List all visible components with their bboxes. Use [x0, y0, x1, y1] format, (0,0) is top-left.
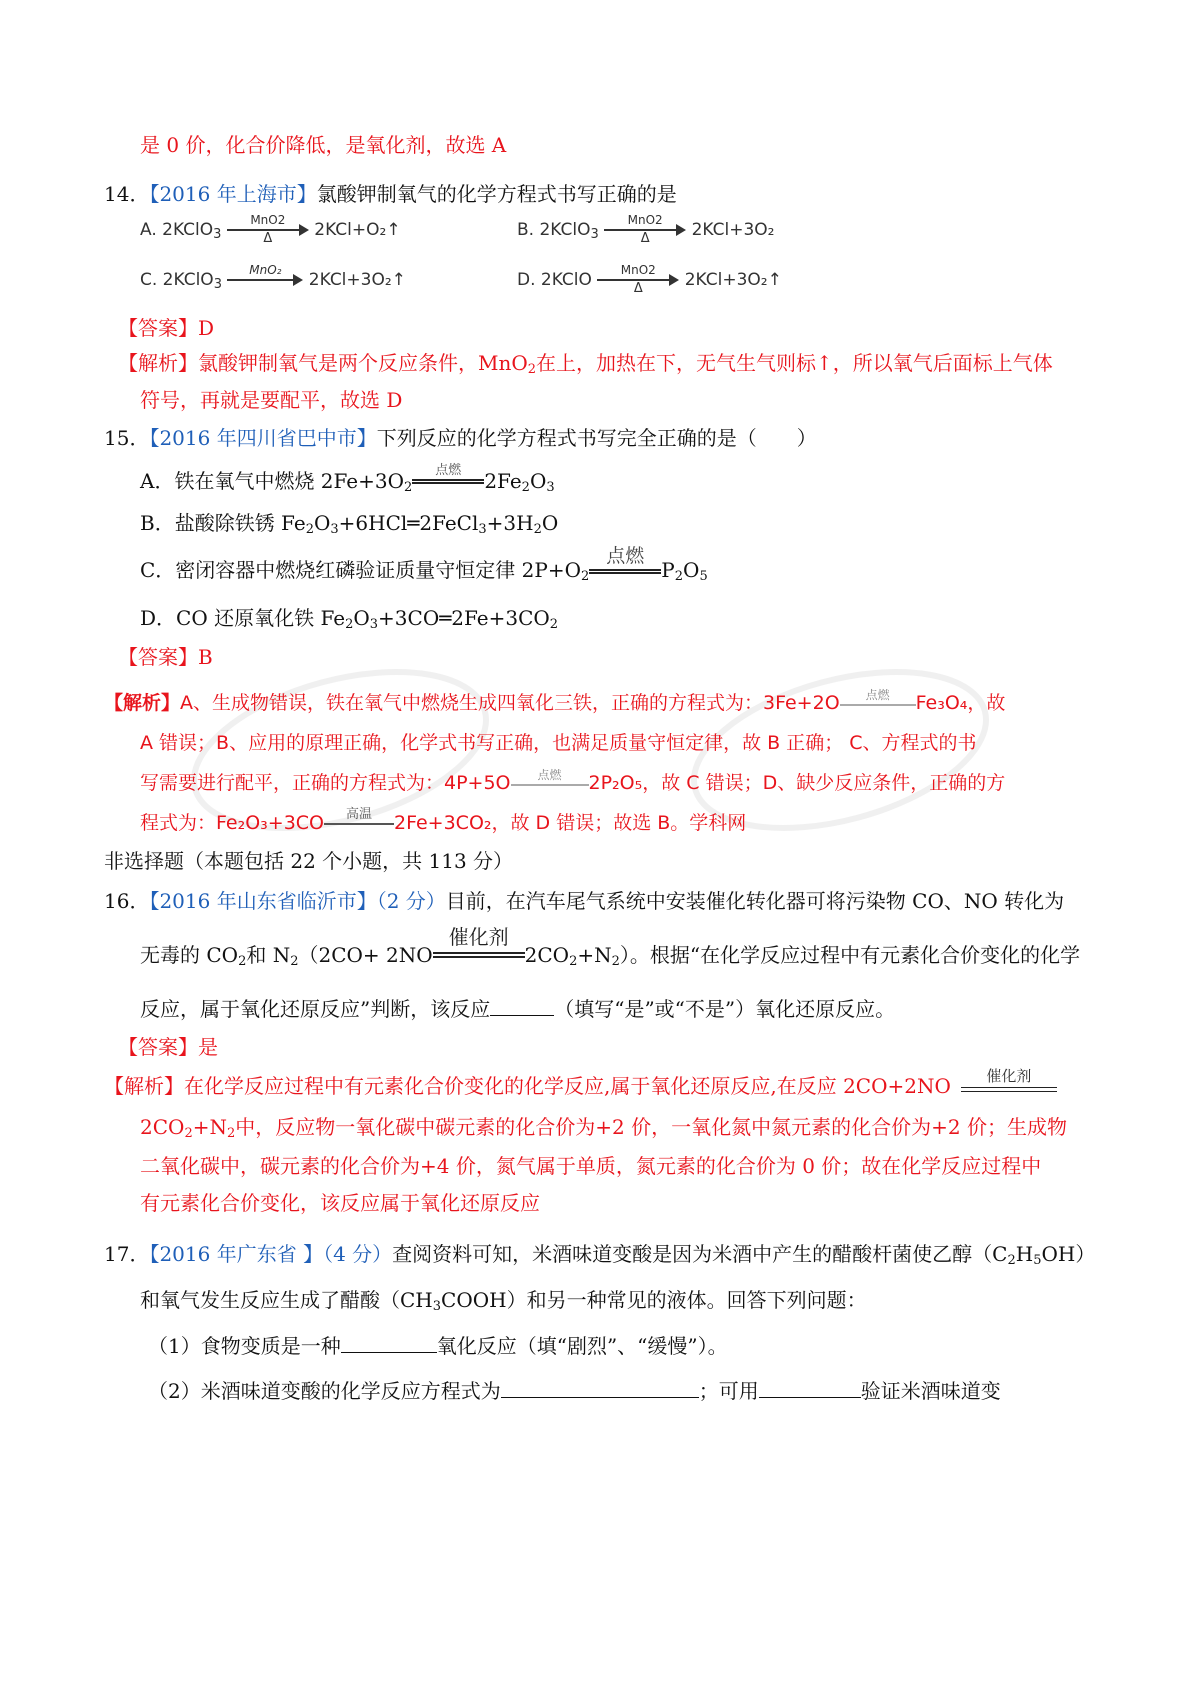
q14-option-d: D. 2KClO MnO2 Δ 2KCl+3O₂↑ — [517, 263, 782, 296]
q14-option-b: B. 2KClO$_3$ MnO2 Δ 2KCl+3O₂ — [517, 213, 775, 246]
q16-answer-blank[interactable] — [490, 995, 554, 1016]
q14-option-c: C. 2KClO$_3$ MnO₂ 2KCl+3O₂↑ — [140, 263, 406, 297]
q17-blank-3[interactable] — [759, 1377, 861, 1398]
watermark — [140, 640, 1040, 880]
q14-explanation-line2: 符号，再就是要配平，故选 D — [140, 388, 403, 412]
q16-explanation-line4: 有元素化合价变化，该反应属于氧化还原反应 — [140, 1191, 540, 1215]
q16-answer: 【答案】是 — [118, 1035, 218, 1059]
q14-option-a: A. 2KClO$_3$ MnO2 Δ 2KCl+O₂↑ — [140, 213, 401, 246]
arrow-mno2: MnO₂ — [227, 263, 303, 297]
q16-line3: 反应，属于氧化还原反应”判断，该反应 （填写“是”或“不是”）氧化还原反应。 — [140, 997, 896, 1021]
q16-explanation-line2: $2CO_2+N_2$中，反应物一氧化碳中碳元素的化合价为+2 价，一氧化氮中氮元素的化合价为+2 价；生成物 — [140, 1115, 1067, 1141]
q17-stem: 17．【2016 年广东省 】（4 分）查阅资料可知，米酒味道变酸是因为米酒中产生的醋酸杆菌使乙醇$(C_2H_5OH)$ — [104, 1242, 1096, 1268]
q14-answer: 【答案】D — [118, 316, 215, 340]
q15-option-b: B．盐酸除铁锈 $Fe_2O_3+6HCl═2FeCl_3+3H_2O$ — [140, 511, 559, 537]
prev-answer-tail: 是 0 价，化合价降低，是氧化剂，故选 A — [140, 133, 507, 157]
q15-option-c: C．密闭容器中燃烧红磷验证质量守恒定律 $2P+O_2$ 点燃 $P_2O_5$ — [140, 544, 708, 584]
arrow-mno2-heat: MnO2 Δ — [597, 263, 679, 297]
q17-subquestion-1: （1）食物变质是一种 氧化反应（填“剧烈”、“缓慢”）。 — [148, 1334, 728, 1358]
condition-ignite: 点燃 — [589, 559, 661, 585]
q15-option-d: D．CO 还原氧化铁 $Fe_2O_3+3CO═2Fe+3CO_2$ — [140, 606, 559, 632]
q15-explanation-line1: 【解析】A、生成物错误，铁在氧气中燃烧生成四氧化三铁，正确的方程式为：3Fe+2O 点燃 Fe₃O₄，故 — [104, 688, 1006, 714]
q15-explanation-line2: A 错误；B、应用的原理正确，化学式书写正确，也满足质量守恒定律，故 B 正确； C、方程式的书 — [140, 732, 977, 754]
q15-answer: 【答案】B — [118, 645, 213, 669]
q14-source: 【2016 年上海市】 — [149, 182, 317, 206]
q17-subquestion-2: （2）米酒味道变酸的化学反应方程式为 ；可用 验证米酒味道变 — [148, 1379, 1001, 1403]
q14-question: 氯酸钾制氧气的化学方程式书写正确的是 — [316, 182, 677, 206]
q14-stem — [104, 181, 677, 207]
q14-explanation-line1: 【解析】氯酸钾制氧气是两个反应条件，MnO$_2$在上，加热在下，无气生气则标↑，所以氧气后面标上气体 — [118, 351, 1053, 377]
q15-stem: 15．【2016 年四川省巴中市】下列反应的化学方程式书写完全正确的是（ ） — [104, 426, 817, 450]
q16-stem: 16．【2016 年山东省临沂市】（2 分）目前，在汽车尾气系统中安装催化转化器可将污染物 CO、NO 转化为 — [104, 889, 1065, 913]
arrow-mno2-heat: MnO2 Δ — [227, 213, 309, 247]
condition-catalyst: 催化剂 — [433, 944, 525, 970]
q16-explanation-line3: 二氧化碳中，碳元素的化合价为+4 价，氮气属于单质，氮元素的化合价为 0 价；故在化学反应过程中 — [140, 1154, 1042, 1178]
q17-blank-2[interactable] — [501, 1377, 699, 1398]
condition-catalyst: 催化剂 — [961, 1075, 1057, 1101]
q17-line2: 和氧气发生反应生成了醋酸$(CH_3COOH)$和另一种常见的液体。回答下列问题： — [140, 1288, 867, 1314]
condition-ignite: 点燃 — [412, 470, 484, 496]
q14-number: 14． — [104, 182, 150, 206]
arrow-mno2-heat: MnO2 Δ — [604, 213, 686, 247]
section-title: 非选择题（本题包括 22 个小题，共 113 分） — [104, 849, 514, 873]
q16-explanation-line1: 【解析】在化学反应过程中有元素化合价变化的化学反应,属于氧化还原反应,在反应 2CO+2NO 催化剂 — [104, 1073, 1057, 1101]
q17-blank-1[interactable] — [341, 1332, 437, 1353]
q15-explanation-line3: 写需要进行配平，正确的方程式为：4P+5O 点燃 2P₂O₅，故 C 错误；D、缺少反应条件，正确的方 — [140, 768, 1006, 794]
q15-option-a: A．铁在氧气中燃烧 $2Fe+3O_2$ 点燃 $2Fe_2O_3$ — [140, 462, 555, 495]
q15-explanation-line4: 程式为：Fe₂O₃+3CO 高温 2Fe+3CO₂，故 D 错误；故选 B。学科网 — [140, 807, 747, 834]
q16-line2: 无毒的 $CO_2$和 $N_2(2CO+ 2NO$ 催化剂 $2CO_2+N_2$）。根据“在化学反应过程中有元素化合价变化的化学 — [140, 924, 1081, 969]
